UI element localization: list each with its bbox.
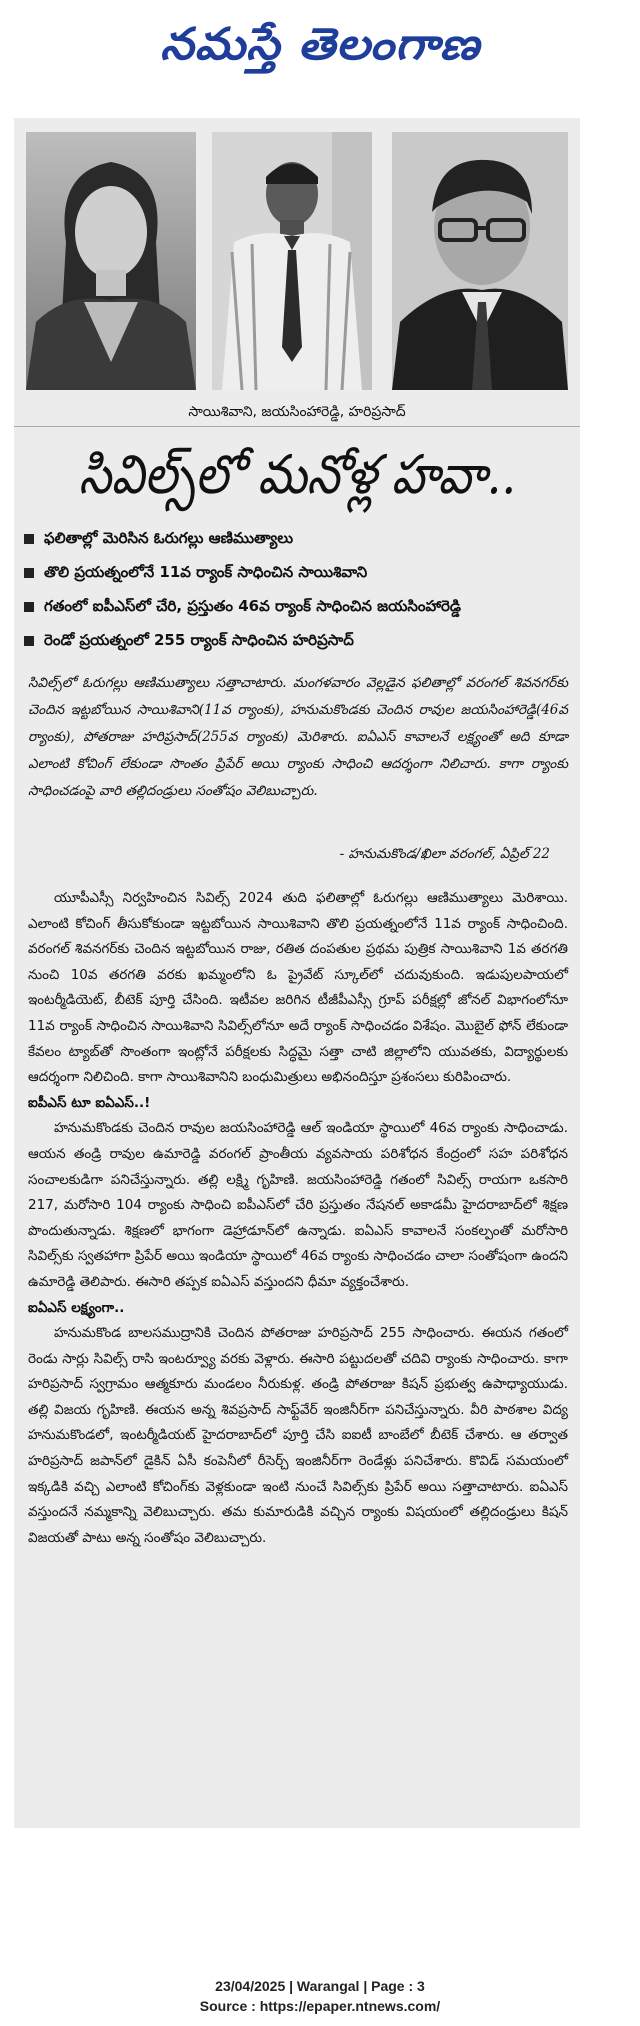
article-clipping	[14, 118, 580, 1828]
divider	[14, 426, 580, 427]
edition-info: 23/04/2025 | Warangal | Page : 3	[215, 1978, 425, 1994]
body-paragraph: హనుమకొండకు చెందిన రావుల జయసింహారెడ్డి ఆల్ ఇండియా స్థాయిలో 46వ ర్యాంకు సాధించాడు. ఆయన తండ్రి రావుల ఉమారెడ్డి వరంగల్ ప్రాంతీయ వ్యవసాయ పరిశోధన కేంద్రంలో సహ పరిశోధన సంచాలకుడిగా పనిచేస్తున్నారు. తల్లి లక్ష్మి గృహిణి. జయసింహారెడ్డి గతంలో సివిల్స్ రాయగా ఒకసారి 217, మరోసారి 104 ర్యాంకు సాధించి ఐపీఎస్‌లో చేరి ప్రస్తుతం నేషనల్ అకాడమీ హైదరాబాద్‌లో శిక్షణ పొందుతున్నాడు. శిక్షణలో భాగంగా డెహ్రాడూన్‌లో ఉన్నాడు. ఐఏఎస్ కావాలనే సంకల్పంతో మరోసారి సివిల్స్‌కు స్వతహాగా ప్రిపేర్ అయి ఇండియా స్థాయిలో 46వ ర్యాంకు సాధించడం చాలా సంతోషంగా ఉందని ఉమారెడ్డి తెలిపారు. ఈసారి తప్పక ఐఏఎస్ వస్తుందని ధీమా వ్యక్తంచేశారు.	[28, 1120, 568, 1290]
masthead	[0, 14, 640, 76]
photo-jayasimhareddy	[212, 132, 372, 390]
photo-caption: సాయిశివాని, జయసింహారెడ్డి, హరిప్రసాద్	[188, 404, 406, 420]
highlight-item: గతంలో ఐపీఎస్‌లో చేరి, ప్రస్తుతం 46వ ర్యాంక్ సాధించిన జయసింహారెడ్డి	[22, 594, 572, 619]
page-footer	[0, 1976, 640, 2016]
photo-saishivani	[26, 132, 196, 390]
newspaper-logo: నమస్తే తెలంగాణ	[160, 19, 480, 70]
highlight-list	[22, 526, 572, 662]
bullet-square-icon	[24, 602, 34, 612]
headline	[14, 440, 580, 510]
headline-text: సివిల్స్‌లో మనోళ్ల హవా..	[78, 443, 516, 506]
lead-paragraph: సివిల్స్‌లో ఓరుగల్లు ఆణిముత్యాలు సత్తాచాటారు. మంగళవారం వెల్లడైన ఫలితాల్లో వరంగల్ శివనగర్‌కు చెందిన ఇట్టబోయిన సాయిశివాని(11వ ర్యాంకు), హనుమకొండకు చెందిన రావుల జయసింహారెడ్డి(46వ ర్యాంకు), పోతరాజు హరిప్రసాద్(255వ ర్యాంకు) మెరిశారు. ఐఏఎస్ కావాలనే లక్ష్యంతో అది కూడా ఎలాంటి కోచింగ్ లేకుండా సొంతం ప్రిపేర్ అయి ర్యాంకు సాధించి ఆదర్శంగా నిలిచారు. కాగా ర్యాంకు సాధించడంపై వారి తల్లిదండ్రులు సంతోషం వెలిబుచ్చారు.	[28, 675, 568, 799]
bullet-square-icon	[24, 534, 34, 544]
highlight-item: ఫలితాల్లో మెరిసిన ఓరుగల్లు ఆణిముత్యాలు	[22, 526, 572, 551]
bullet-square-icon	[24, 568, 34, 578]
highlight-item: రెండో ప్రయత్నంలో 255 ర్యాంక్ సాధించిన హరిప్రసాద్	[22, 628, 572, 653]
article-body	[28, 886, 568, 1551]
photo-strip	[26, 132, 568, 390]
source-link: Source : https://epaper.ntnews.com/	[199, 1998, 441, 2014]
subheading: ఐఏఎస్ లక్ష్యంగా..	[28, 1299, 125, 1316]
dateline: - హనుమకొండ/ఖిలా వరంగల్, ఏప్రిల్ 22	[339, 846, 550, 862]
highlight-item: తొలి ప్రయత్నంలోనే 11వ ర్యాంక్ సాధించిన సాయిశివాని	[22, 560, 572, 585]
body-paragraph: హనుమకొండ బాలసముద్రానికి చెందిన పోతరాజు హరిప్రసాద్ 255 సాధించారు. ఈయన గతంలో రెండు సార్లు సివిల్స్ రాసి ఇంటర్వ్యూ వరకు వెళ్లారు. ఈసారి పట్టుదలతో చదివి ర్యాంకు సాధించారు. కాగా హరిప్రసాద్ స్వగ్రామం ఆత్మకూరు మండలం నీరుకుళ్ల. తండ్రి పోతరాజు కిషన్ ప్రభుత్వ ఉపాధ్యాయుడు. తల్లి విజయ గృహిణి. ఈయన అన్న శివప్రసాద్ సాఫ్ట్‌వేర్ ఇంజినీర్‌గా పనిచేస్తున్నారు. వీరి పాఠశాల విద్య హనుమకొండలో, ఇంటర్మీడియట్ హైదరాబాద్‌లో పూర్తి చేసి ఐఐటీ బాంబేలో బీటెక్ చేశారు. ఆ తర్వాత హరిప్రసాద్ జపాన్‌లో డైకిన్ ఏసీ కంపెనీలో రీసెర్చ్ ఇంజినీర్‌గా రెండేళ్లు పనిచేశారు. కొవిడ్ సమయంలో ఇక్కడికి వచ్చి ఎలాంటి కోచింగ్‌కు వెళ్లకుండా ఇంటి నుంచే సివిల్స్‌కు ప్రిపేర్ అయి సత్తాచాటారు. ఐఏఎస్ వస్తుందనే నమ్మకాన్ని వెలిబుచ్చారు. తమ కుమారుడికి వచ్చిన ర్యాంకు విషయంలో తల్లిదండ్రులు కిషన్ విజయతో పాటు అన్న సంతోషం వెలిబుచ్చారు.	[28, 1325, 568, 1546]
bullet-square-icon	[24, 636, 34, 646]
subheading: ఐపీఎస్ టూ ఐఏఎస్..!	[28, 1094, 151, 1111]
body-paragraph: యూపీఎస్సీ నిర్వహించిన సివిల్స్ 2024 తుది ఫలితాల్లో ఓరుగల్లు ఆణిముత్యాలు మెరిశాయి. ఎలాంటి కోచింగ్ తీసుకోకుండా ఇట్టబోయిన సాయిశివాని తొలి ప్రయత్నంలోనే 11వ ర్యాంక్ సాధించింది. వరంగల్ శివనగర్‌కు చెందిన ఇట్టబోయిన రాజు, రతిత దంపతుల ప్రథమ పుత్రిక సాయిశివాని 1వ తరగతి నుంచి 10వ తరగతి వరకు ఖమ్మంలోని ఓ ప్రైవేట్ స్కూల్‌లో చదువుకుంది. ఇడుపులపాయలో ఇంటర్మీడియెట్, బీటెక్ పూర్తి చేసింది. ఇటీవల జరిగిన టీజీపీఎస్సీ గ్రూప్ పరీక్షల్లో జోనల్ విభాగంలోనూ 11వ ర్యాంక్ సాధించిన సాయిశివాని సివిల్స్‌లోనూ అదే ర్యాంక్ సాధించడం విశేషం. మొబైల్ ఫోన్ లేకుండా కేవలం ట్యాబ్‌తో సొంతంగా ఇంట్లోనే పరీక్షలకు సిద్ధమై సత్తా చాటి జిల్లాలోని యువతకు, విద్యార్థులకు ఆదర్శంగా నిలిచింది. కాగా సాయిశివానిని బంధుమిత్రులు అభినందిస్తూ ప్రశంసలు కురిపించారు.	[28, 890, 568, 1086]
photo-hariprasad	[392, 132, 568, 390]
